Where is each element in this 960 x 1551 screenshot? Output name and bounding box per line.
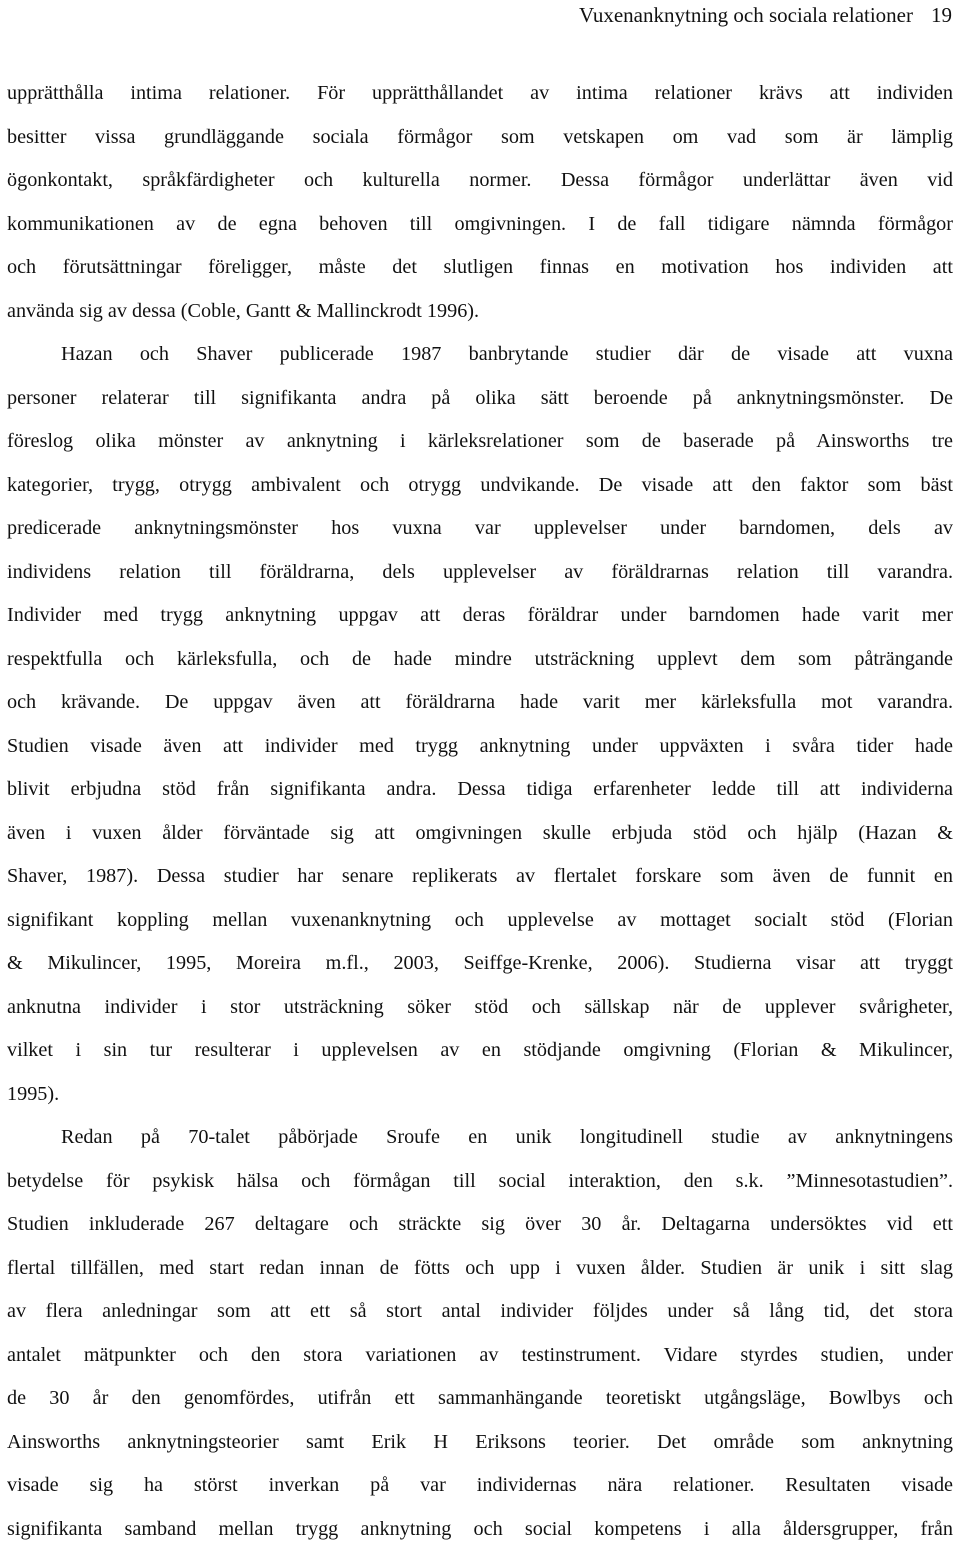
text-line: även i vuxen ålder förväntade sig att omgivningen skulle erbjuda stöd och hjälp (Hazan &	[7, 821, 953, 844]
text-line: anknutna individer i stor utsträckning söker stöd och sällskap när de upplever svårigheter,	[7, 995, 953, 1018]
text-line: besitter vissa grundläggande sociala förmågor som vetskapen om vad som är lämplig	[7, 125, 953, 148]
body-text	[7, 72, 953, 1551]
text-line: ögonkontakt, språkfärdigheter och kulturella normer. Dessa förmågor underlättar även vid	[7, 169, 953, 191]
text-line: Studien inkluderade 267 deltagare och sträckte sig över 30 år. Deltagarna undersöktes vid ett	[7, 1213, 953, 1235]
text-line: och krävande. De uppgav även att föräldrarna hade varit mer kärleksfulla mot varandra.	[7, 691, 953, 713]
text-line: antalet mätpunkter och den stora variationen av testinstrument. Vidare styrdes studien, under	[7, 1343, 953, 1366]
paragraph-3	[7, 1116, 953, 1551]
text-line: av flera anledningar som att ett så stort antal individer följdes under så lång tid, det stora	[7, 1300, 953, 1322]
text-line: visade sig ha störst inverkan på var individernas nära relationer. Resultaten visade	[7, 1474, 953, 1496]
text-line: föreslog olika mönster av anknytning i kärleksrelationer som de baserade på Ainsworths tre	[7, 430, 953, 452]
text-line: Shaver, 1987). Dessa studier har senare replikerats av flertalet forskare som även de funnit en	[7, 865, 953, 887]
text-line: använda sig av dessa (Coble, Gantt & Mallinckrodt 1996).	[7, 299, 480, 322]
text-line: vilket i sin tur resulterar i upplevelsen av en stödjande omgivning (Florian & Mikulincer,	[7, 1039, 953, 1061]
text-line: Hazan och Shaver publicerade 1987 banbrytande studier där de visade att vuxna	[61, 343, 953, 365]
text-line: Studien visade även att individer med trygg anknytning under uppväxten i svåra tider hade	[7, 734, 953, 757]
text-line: flertal tillfällen, med start redan innan de fötts och upp i vuxen ålder. Studien är unik i sitt slag	[7, 1256, 953, 1279]
text-line: blivit erbjudna stöd från signifikanta andra. Dessa tidiga erfarenheter ledde till att individerna	[7, 778, 953, 800]
text-line: 1995).	[7, 1082, 60, 1105]
text-line: upprätthålla intima relationer. För upprätthållandet av intima relationer krävs att individen	[7, 82, 953, 104]
text-line: individens relation till föräldrarna, dels upplevelser av föräldrarnas relation till varandra.	[7, 560, 953, 583]
running-header	[579, 0, 952, 30]
text-line: och förutsättningar föreligger, måste det slutligen finnas en motivation hos individen att	[7, 256, 953, 278]
paragraph-1	[7, 72, 953, 333]
text-line: de 30 år den genomfördes, utifrån ett sammanhängande teoretiskt utgångsläge, Bowlbys och	[7, 1387, 953, 1409]
text-line: Redan på 70-talet påbörjade Sroufe en unik longitudinell studie av anknytningens	[61, 1126, 953, 1148]
text-line: kategorier, trygg, otrygg ambivalent och otrygg undvikande. De visade att den faktor som bäst	[7, 473, 953, 496]
text-line: Individer med trygg anknytning uppgav att deras föräldrar under barndomen hade varit mer	[7, 604, 953, 626]
text-line: & Mikulincer, 1995, Moreira m.fl., 2003, Seiffge-Krenke, 2006). Studierna visar att tryggt	[7, 952, 953, 974]
text-line: predicerade anknytningsmönster hos vuxna var upplevelser under barndomen, dels av	[7, 517, 953, 539]
page-number: 19	[931, 3, 952, 27]
paragraph-2	[7, 333, 953, 1116]
text-line: betydelse för psykisk hälsa och förmågan till social interaktion, den s.k. ”Minnesotastudien”.	[7, 1169, 953, 1192]
text-line: personer relaterar till signifikanta andra på olika sätt beroende på anknytningsmönster. De	[7, 386, 953, 409]
text-line: respektfulla och kärleksfulla, och de hade mindre utsträckning upplevt dem som påträngande	[7, 647, 953, 670]
text-line: signifikanta samband mellan trygg anknytning och social kompetens i alla åldersgrupper, från	[7, 1517, 953, 1540]
text-line: signifikant koppling mellan vuxenanknytning och upplevelse av mottaget socialt stöd (Florian	[7, 908, 953, 931]
text-line: Ainsworths anknytningsteorier samt Erik H Eriksons teorier. Det område som anknytning	[7, 1430, 953, 1453]
text-line: kommunikationen av de egna behoven till omgivningen. I de fall tidigare nämnda förmågor	[7, 212, 953, 235]
running-title: Vuxenanknytning och sociala relationer	[578, 3, 913, 27]
